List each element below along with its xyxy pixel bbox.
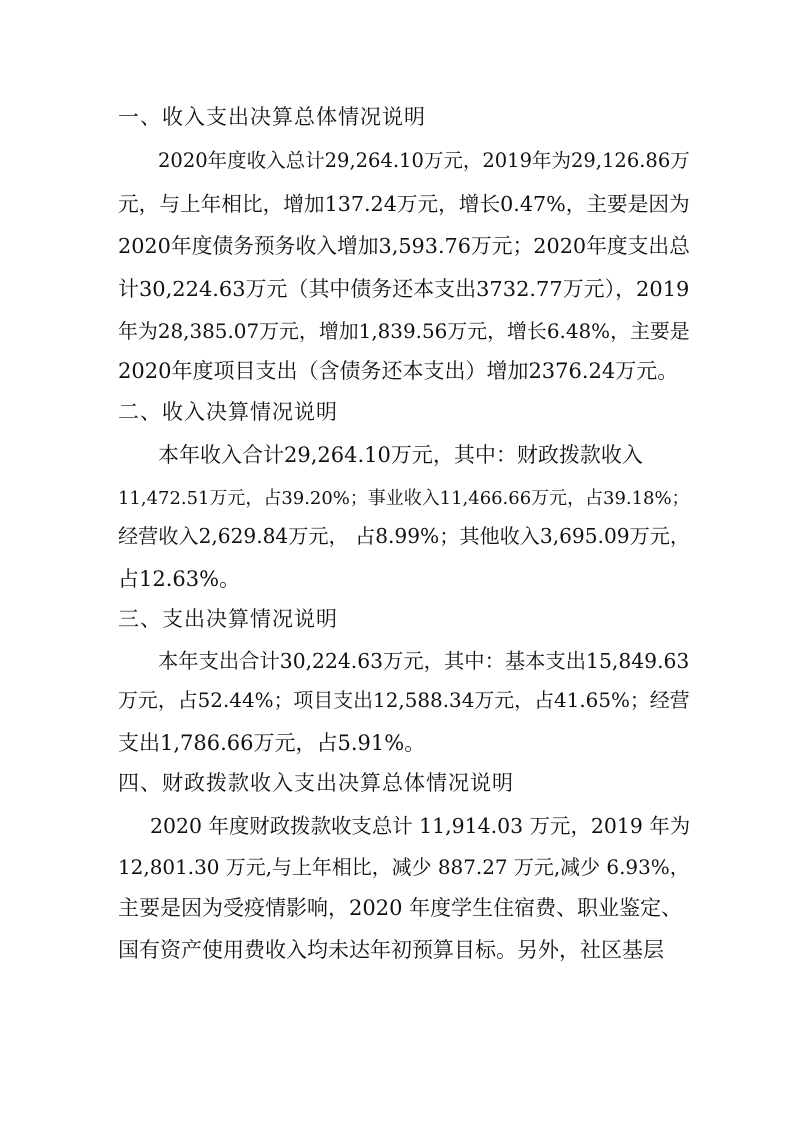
section-heading: 三、支出决算情况说明 — [118, 607, 338, 631]
paragraph-line: 元，与上年相比，增加137.24万元，增长0.47%，主要是因为 — [118, 192, 690, 216]
paragraph-line: 计30,224.63万元（其中债务还本支出3732.77万元），2019 — [118, 277, 690, 301]
paragraph-line: 本年支出合计30,224.63万元，其中：基本支出15,849.63 — [158, 649, 690, 673]
paragraph-line: 2020年度债务预务收入增加3,593.76万元；2020年度支出总 — [118, 234, 690, 258]
paragraph-line: 支出1,786.66万元，占5.91%。 — [118, 731, 426, 755]
section-heading: 一、收入支出决算总体情况说明 — [118, 105, 426, 129]
paragraph-line: 主要是因为受疫情影响，2020 年度学生住宿费、职业鉴定、 — [118, 896, 683, 920]
paragraph-line: 国有资产使用费收入均未达年初预算目标。另外，社区基层 — [118, 938, 664, 962]
paragraph-line: 占12.63%。 — [118, 567, 241, 591]
paragraph-line: 2020年度收入总计29,264.10万元，2019年为29,126.86万 — [158, 149, 690, 172]
paragraph-line: 经营收入2,629.84万元， 占8.99%；其他收入3,695.09万元， — [118, 524, 691, 548]
section-heading: 二、收入决算情况说明 — [118, 400, 338, 424]
paragraph-line: 11,472.51万元，占39.20%；事业收入11,466.66万元，占39.18%； — [118, 488, 690, 509]
paragraph-line: 本年收入合计29,264.10万元，其中：财政拨款收入 — [158, 443, 643, 467]
section-heading: 四、财政拨款收入支出决算总体情况说明 — [118, 771, 514, 795]
paragraph-line: 2020年度项目支出（含债务还本支出）增加2376.24万元。 — [118, 359, 679, 383]
paragraph-line: 12,801.30 万元,与上年相比，减少 887.27 万元,减少 6.93%， — [118, 855, 690, 879]
paragraph-line: 2020 年度财政拨款收支总计 11,914.03 万元，2019 年为 — [150, 814, 691, 838]
paragraph-line: 年为28,385.07万元，增加1,839.56万元，增长6.48%，主要是 — [118, 320, 690, 343]
paragraph-line: 万元，占52.44%；项目支出12,588.34万元，占41.65%；经营 — [118, 689, 690, 712]
